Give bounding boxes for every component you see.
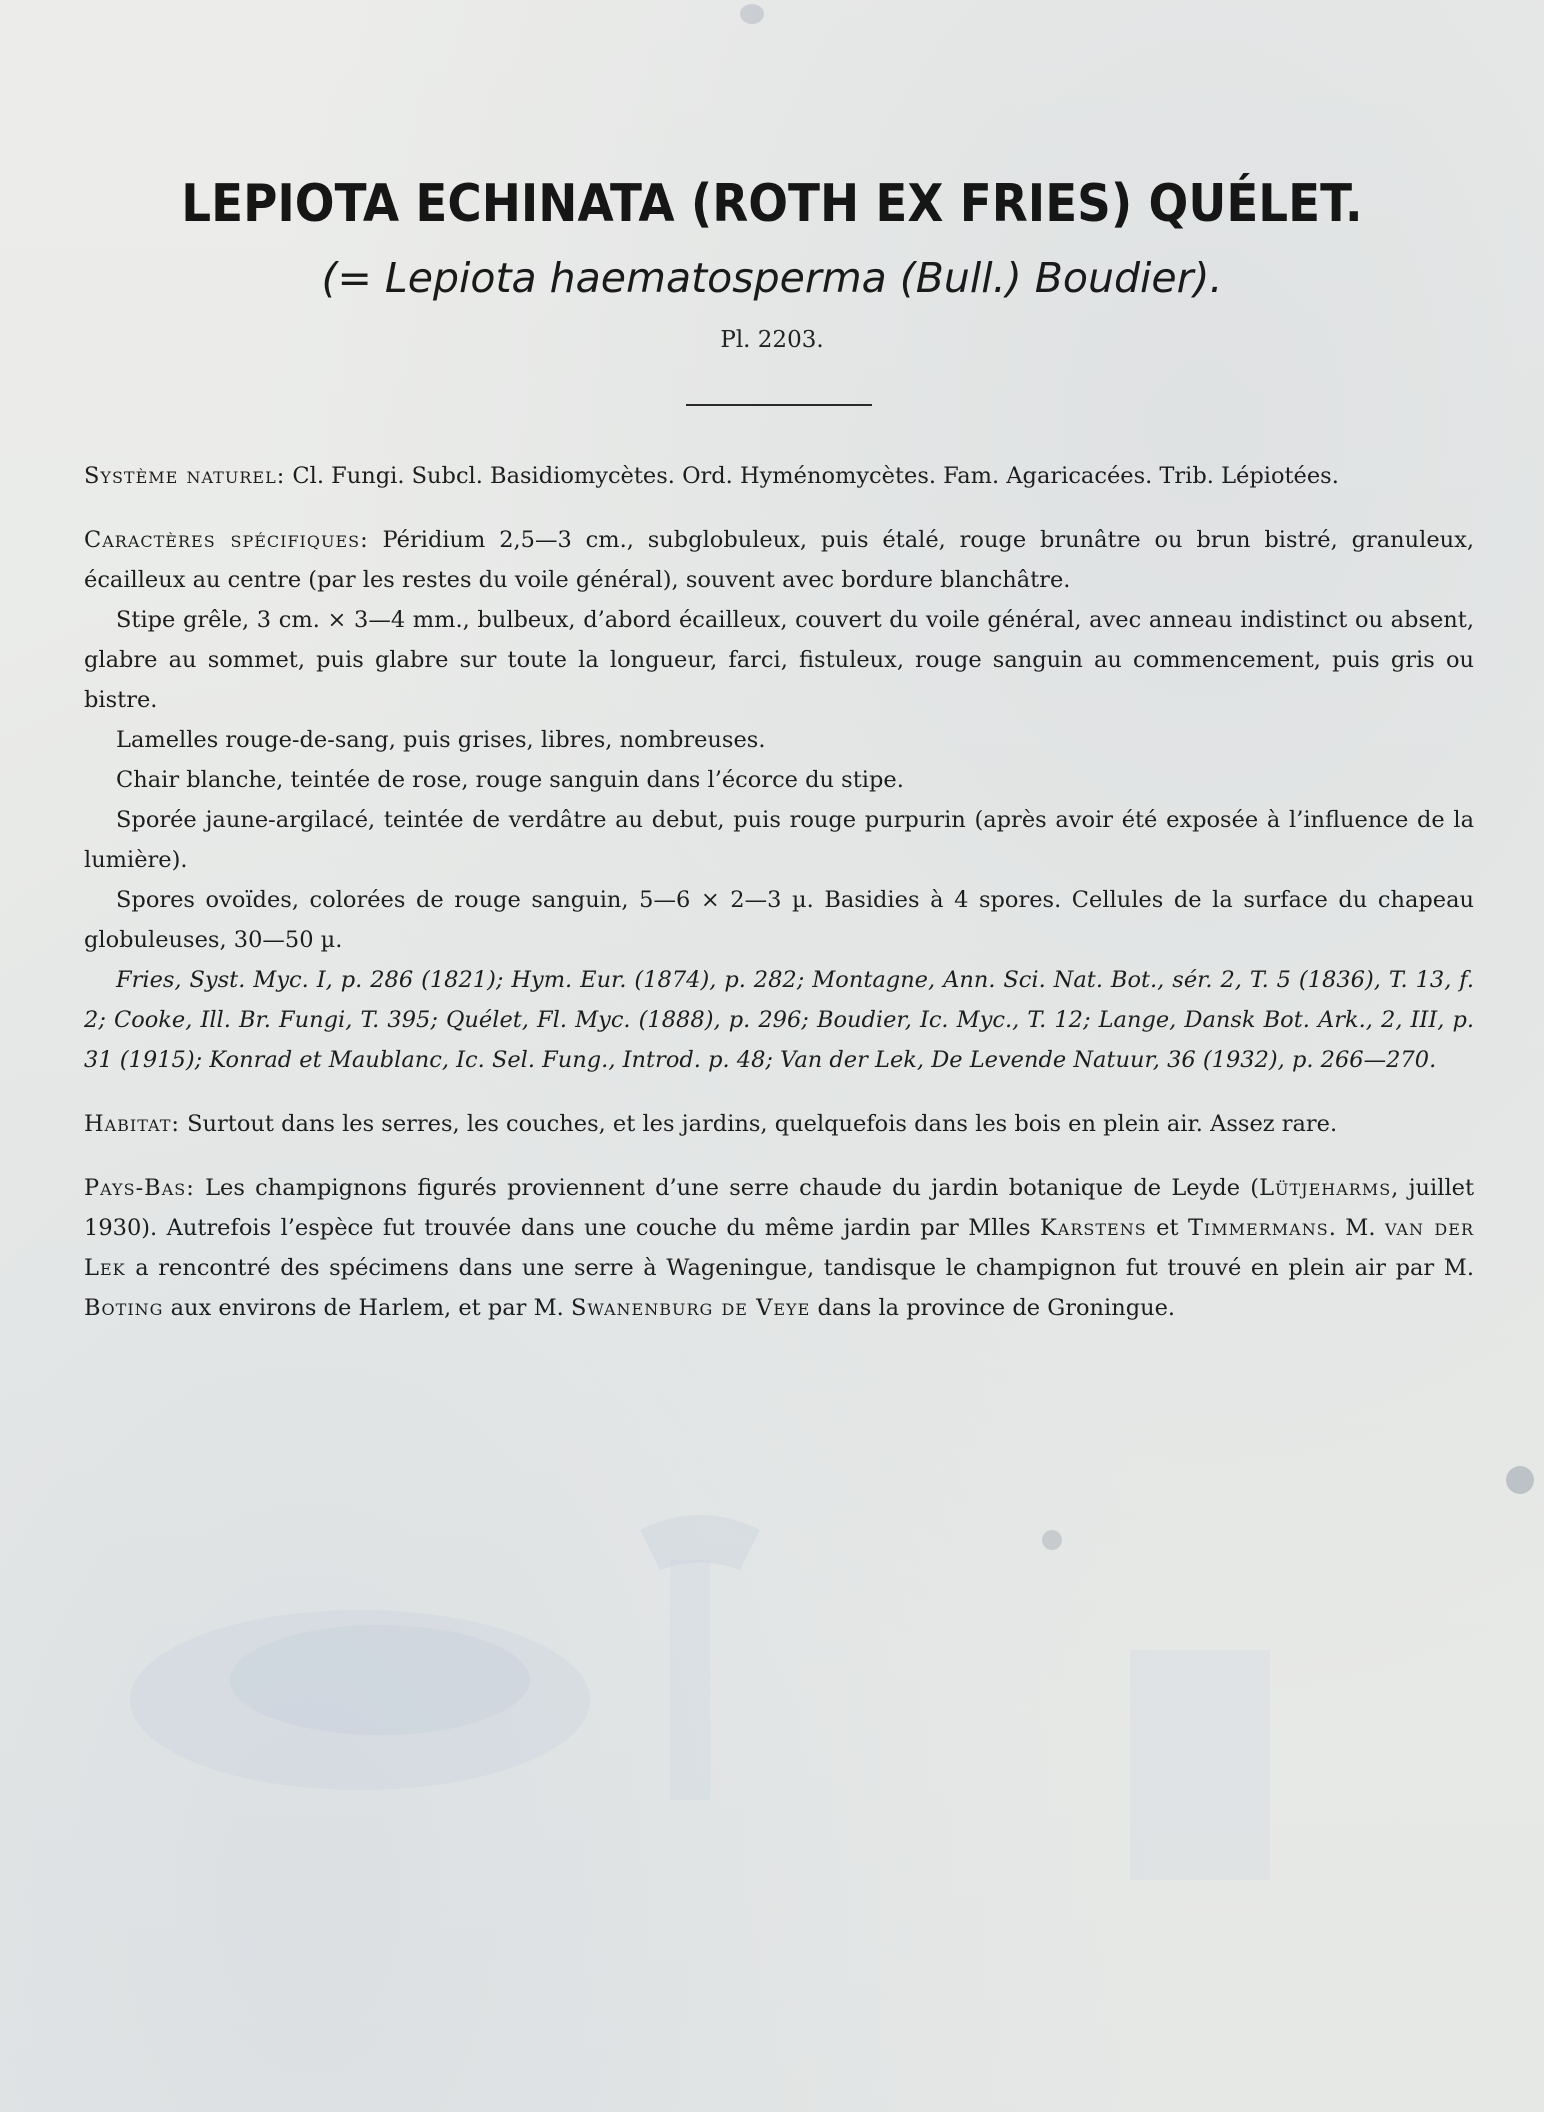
plate-number: Pl. 2203. <box>720 327 824 353</box>
section-systeme <box>84 456 1474 496</box>
section-text: Les champignons figurés proviennent d’une serre chaude du jardin botanique de Leyde ( <box>194 1175 1260 1201</box>
section-text: a rencontré des spécimens dans une serre à Wageningue, tandisque le champignon fut trouvé en plein air par M. <box>125 1255 1474 1281</box>
person-name: van der Lek <box>84 1215 1474 1281</box>
paragraph-sporee: Sporée jaune-argilacé, teintée de verdâtre au debut, puis rouge purpurin (après avoir été exposée à l’influence de la lumière). <box>84 807 1474 873</box>
section-label: Pays-Bas: <box>84 1175 195 1201</box>
person-name: Karstens <box>1040 1215 1147 1241</box>
paragraph-chair: Chair blanche, teintée de rose, rouge sanguin dans l’écorce du stipe. <box>116 767 904 793</box>
section-text: Péridium 2,5—3 cm., subglobuleux, puis étalé, rouge brunâtre ou brun bistré, granuleux, écailleux au centre (par les restes du voile général), souvent avec bordure blanchâtre. <box>84 527 1475 593</box>
section-text: , juillet 1930). Autrefois l’espèce fut trouvée dans une couche du même jardin par Mlles <box>84 1175 1474 1241</box>
section-text: Surtout dans les serres, les couches, et les jardins, quelquefois dans les bois en plein air. Assez rare. <box>179 1111 1338 1137</box>
section-text: et <box>1146 1215 1188 1241</box>
section-text: Cl. Fungi. Subcl. Basidiomycètes. Ord. Hyménomycètes. Fam. Agaricacées. Trib. Lépiotées. <box>285 463 1339 489</box>
section-pays-bas <box>84 1168 1474 1328</box>
page-title: LEPIOTA ECHINATA (ROTH EX FRIES) QUÉLET. <box>181 174 1363 234</box>
paragraph-references: Fries, Syst. Myc. I, p. 286 (1821); Hym. Eur. (1874), p. 282; Montagne, Ann. Sci. Nat. Bot., sér. 2, T. 5 (1836), T. 13, f. 2; Cooke, Ill. Br. Fungi, T. 395; Quélet, Fl. Myc. (1888), p. 296; Boudier, Ic. Myc., T. 12; Lange, Dansk Bot. Ark., 2, III, p. 31 (1915); Konrad et Maublanc, Ic. Sel. Fung., Introd. p. 48; Van der Lek, De Levende Natuur, 36 (1932), p. 266—270. <box>84 967 1474 1073</box>
section-label: Caractères spécifiques: <box>84 527 369 553</box>
paragraph-spores: Spores ovoïdes, colorées de rouge sanguin, 5—6 × 2—3 µ. Basidies à 4 spores. Cellules de la surface du chapeau globuleuses, 30—50 µ. <box>84 887 1474 953</box>
paragraph-lamelles: Lamelles rouge-de-sang, puis grises, libres, nombreuses. <box>116 727 766 753</box>
person-name: Lütjeharms <box>1259 1175 1392 1201</box>
title-divider <box>686 404 872 406</box>
person-name: Swanenburg de Veye <box>570 1295 811 1321</box>
section-text: aux environs de Harlem, et par M. <box>163 1295 571 1321</box>
section-label: Système naturel: <box>84 463 286 489</box>
section-label: Habitat: <box>84 1111 180 1137</box>
paragraph-stipe: Stipe grêle, 3 cm. × 3—4 mm., bulbeux, d’abord écailleux, couvert du voile général, avec anneau indistinct ou absent, glabre au sommet, puis glabre sur toute la longueur, farci, fistuleux, rouge sanguin au commencement, puis gris ou bistre. <box>84 607 1474 713</box>
person-name: Boting <box>84 1295 164 1321</box>
section-habitat <box>84 1104 1474 1144</box>
person-name: Timmermans <box>1187 1215 1329 1241</box>
section-caracteres <box>84 520 1474 600</box>
page-subtitle: (= Lepiota haematosperma (Bull.) Boudier). <box>321 254 1223 302</box>
section-text: . M. <box>1328 1215 1385 1241</box>
section-text: dans la province de Groningue. <box>810 1295 1176 1321</box>
document-body <box>84 456 1474 1328</box>
